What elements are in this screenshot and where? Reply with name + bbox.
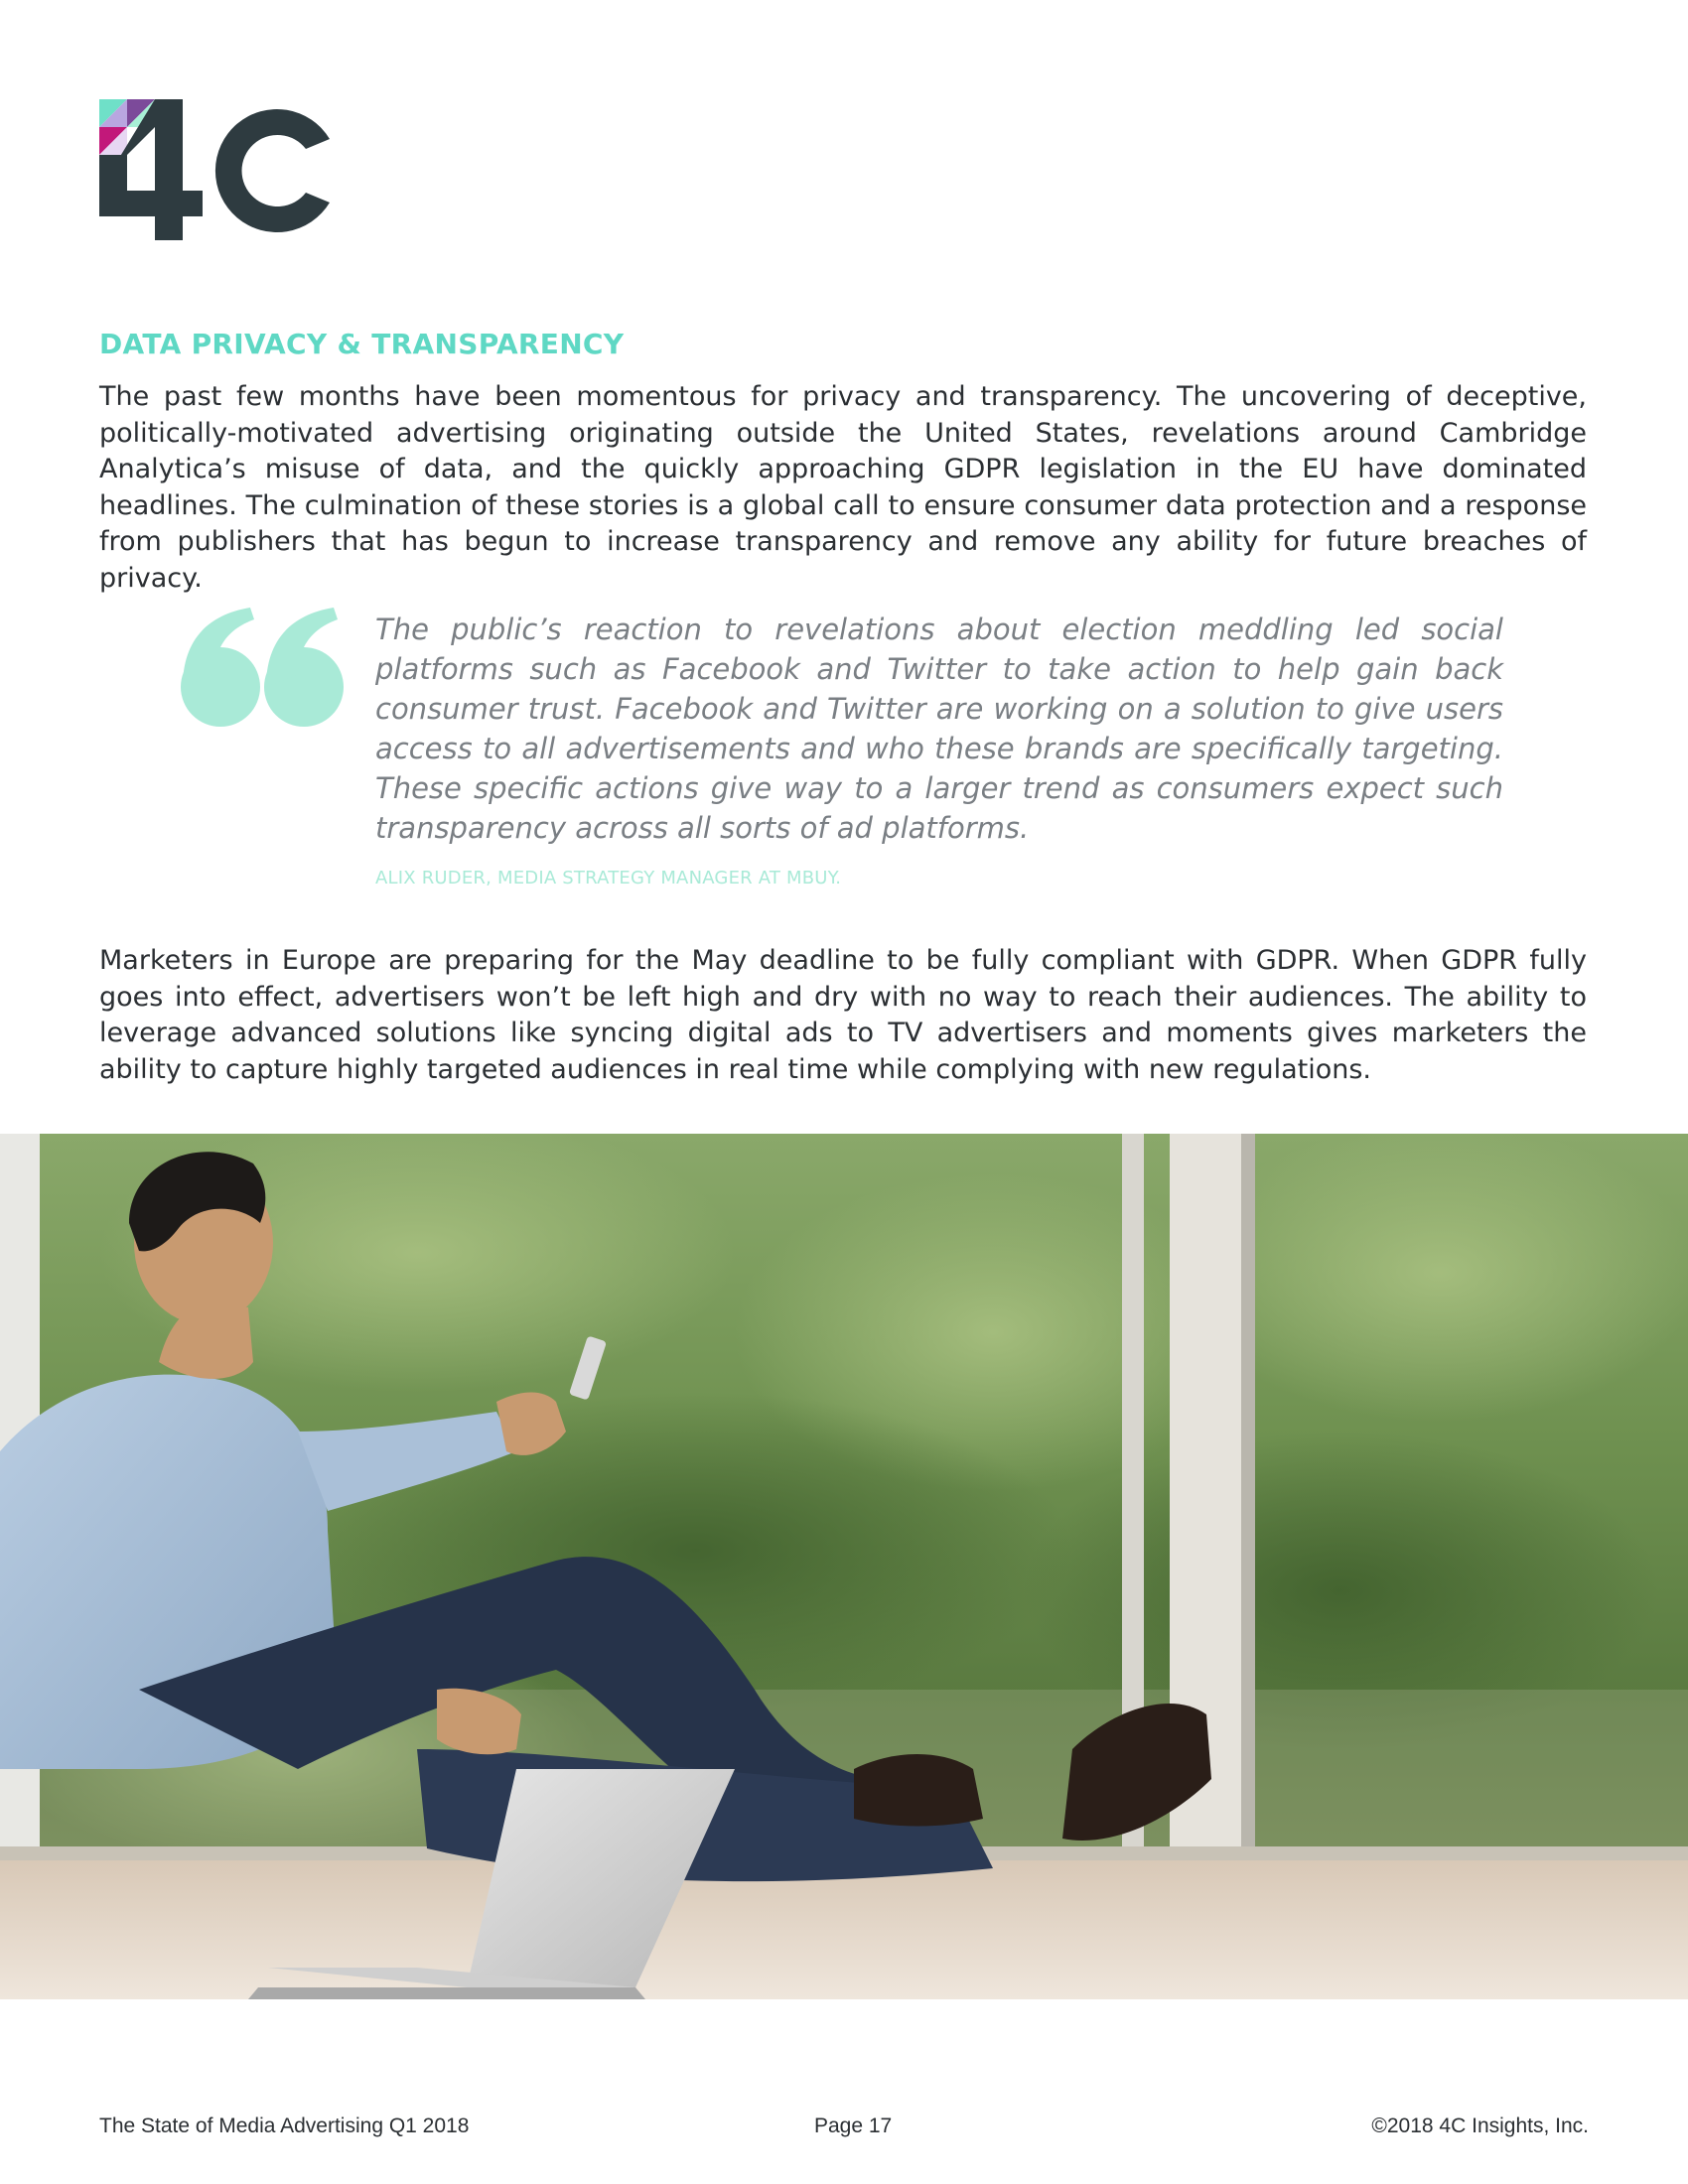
quote-attribution: ALIX RUDER, MEDIA STRATEGY MANAGER AT MBUY. (375, 868, 842, 888)
4c-logo-icon (99, 99, 338, 243)
brand-logo (99, 99, 338, 243)
intro-paragraph: The past few months have been momentous for privacy and transparency. The uncovering of deceptive, politically-motivated advertising originating outside the United States, revelations around Cambridge Analytica’s misuse of data, and the quickly approaching GDPR legislation in the EU have dominated headlines. The culmination of these stories is a global call to ensure consumer data protection and a response from publishers that has begun to increase transparency and remove any ability for future breaches of privacy. (99, 381, 1587, 594)
footer-report-title: The State of Media Advertising Q1 2018 (99, 2115, 470, 2137)
footer-copyright: ©2018 4C Insights, Inc. (1371, 2115, 1589, 2137)
footer-page-number: Page 17 (814, 2115, 893, 2137)
pull-quote-text: The public’s reaction to revelations about election meddling led social platforms such as Facebook and Twitter to take action to help gain back consumer trust. Facebook and Twitter are working on a solution to give users access to all advertisements and who these brands are specifically targeting. These specific actions give way to a larger trend as consumers expect such transparency across all sorts of ad platforms. (375, 613, 1503, 845)
outro-paragraph: Marketers in Europe are preparing for the May deadline to be fully compliant with GDPR. When GDPR fully goes into effect, advertisers won’t be left high and dry with no way to reach their audiences. The ability to leverage advanced solutions like syncing digital ads to TV advertisers and moments gives marketers the ability to capture highly targeted audiences in real time while complying with new regulations. (99, 945, 1587, 1085)
section-title: DATA PRIVACY & TRANSPARENCY (99, 328, 625, 360)
man-with-phone-and-laptop-photo (0, 1134, 1688, 1999)
quote-mark-icon (179, 606, 348, 735)
